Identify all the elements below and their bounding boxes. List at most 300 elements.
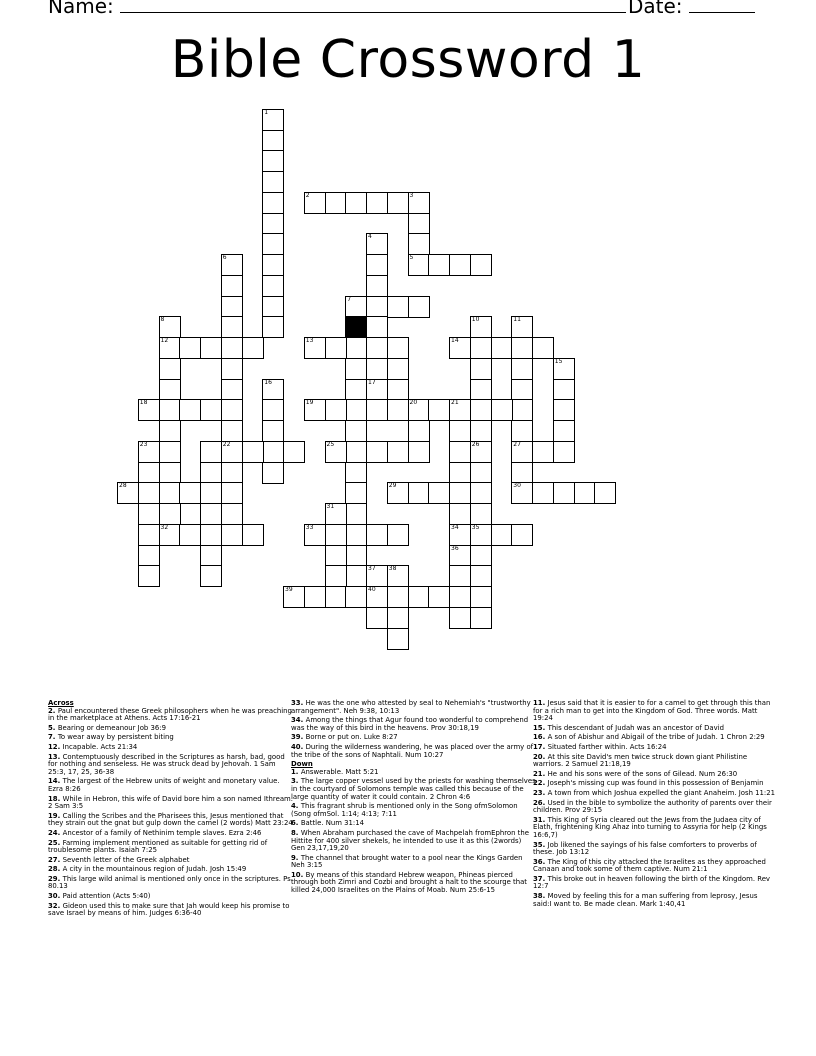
grid-cell[interactable]: [532, 441, 554, 463]
grid-cell[interactable]: [491, 337, 513, 359]
grid-cell[interactable]: [138, 503, 160, 525]
grid-cell[interactable]: [449, 565, 471, 587]
clue: [533, 725, 778, 733]
clue-number-label: 26.: [533, 798, 548, 807]
grid-cell[interactable]: [387, 482, 409, 504]
grid-cell[interactable]: [262, 130, 284, 152]
across-clue-list: [48, 708, 293, 918]
grid-cell[interactable]: [325, 503, 347, 525]
grid-cell[interactable]: [511, 399, 533, 421]
clue-number: 22: [222, 440, 231, 448]
clue-number-label: 31.: [533, 815, 548, 824]
grid-cell[interactable]: [449, 441, 471, 463]
grid-cell[interactable]: [262, 171, 284, 193]
grid-cell[interactable]: [179, 337, 201, 359]
clue-number: 38: [388, 565, 397, 573]
grid-cell[interactable]: [345, 524, 367, 546]
grid-cell[interactable]: [387, 379, 409, 401]
grid-cell[interactable]: [366, 607, 388, 629]
grid-cell[interactable]: [366, 233, 388, 255]
grid-cell[interactable]: [470, 545, 492, 567]
clue-text: While in Hebron, this wife of David bore him a son named Ithream. 2 Sam 3:5: [48, 794, 293, 811]
grid-cell[interactable]: [138, 441, 160, 463]
clue-number: 40: [368, 586, 376, 593]
grid-cell[interactable]: [408, 213, 430, 235]
grid-cell[interactable]: [387, 628, 409, 650]
grid-cell[interactable]: [200, 565, 222, 587]
grid-cell[interactable]: [553, 358, 575, 380]
clue-number: 33: [305, 523, 314, 531]
grid-cell[interactable]: [242, 337, 264, 359]
grid-cell[interactable]: [262, 192, 284, 214]
clue-text: Paid attention (Acts 5:40): [62, 892, 151, 901]
clue: [533, 876, 778, 891]
grid-cell[interactable]: [221, 379, 243, 401]
clue-number: 27: [513, 440, 521, 448]
grid-cell[interactable]: [159, 399, 181, 421]
grid-cell[interactable]: [511, 482, 533, 504]
grid-cell[interactable]: [470, 316, 492, 338]
grid-cell[interactable]: [449, 503, 471, 525]
grid-cell[interactable]: [470, 462, 492, 484]
clue: [533, 790, 778, 798]
grid-cell[interactable]: [221, 296, 243, 318]
grid-cell[interactable]: [449, 524, 471, 546]
clue-number-label: 39.: [291, 733, 306, 742]
grid-cell[interactable]: [325, 586, 347, 608]
clue-number-label: 10.: [291, 870, 306, 879]
clue-number: 10: [471, 316, 480, 324]
grid-cell[interactable]: [117, 482, 139, 504]
grid-cell[interactable]: [408, 399, 430, 421]
clue-number: 29: [388, 482, 397, 490]
grid-cell[interactable]: [159, 337, 181, 359]
clue-text: To wear away by persistent biting: [57, 733, 174, 742]
grid-cell[interactable]: [366, 441, 388, 463]
grid-cell[interactable]: [200, 462, 222, 484]
grid-cell[interactable]: [553, 379, 575, 401]
clue-number: 21: [451, 399, 459, 407]
clue-number-label: 23.: [533, 788, 548, 797]
grid-cell[interactable]: [387, 524, 409, 546]
grid-cell[interactable]: [387, 192, 409, 214]
clue-number: 9: [347, 316, 352, 324]
clue: [533, 744, 778, 752]
grid-cell[interactable]: [491, 524, 513, 546]
clue: [291, 872, 536, 895]
grid-cell[interactable]: [345, 358, 367, 380]
down-heading: Down: [291, 760, 313, 769]
grid-cell[interactable]: [553, 441, 575, 463]
clue-text: He was the one who attested by seal to Nehemiah's "trustworthy arrangement". Neh 9:38, 10:13: [291, 699, 531, 715]
grid-cell[interactable]: [449, 545, 471, 567]
grid-cell[interactable]: [491, 399, 513, 421]
grid-cell[interactable]: [200, 337, 222, 359]
clue-number-label: 14.: [48, 777, 63, 786]
clue-number-label: 12.: [48, 742, 63, 751]
clue-text: Farming implement mentioned as suitable for getting rid of troublesome plants. Isaiah 7:25: [48, 838, 268, 855]
grid-cell[interactable]: [511, 462, 533, 484]
grid-cell[interactable]: [262, 275, 284, 297]
clue-number: 6: [222, 254, 227, 261]
page-title: Bible Crossword 1: [170, 30, 646, 90]
clue: [533, 842, 778, 857]
clue: [291, 820, 536, 828]
grid-cell[interactable]: [470, 358, 492, 380]
clue-text: He and his sons were of the sons of Gilead. Num 26:30: [547, 769, 738, 778]
grid-cell[interactable]: [470, 586, 492, 608]
grid-cell[interactable]: [345, 379, 367, 401]
grid-cell[interactable]: [262, 420, 284, 442]
clue-number-label: 40.: [291, 742, 306, 751]
clue: [291, 830, 536, 853]
clue-number-label: 4.: [291, 802, 301, 811]
clues-column-2: [291, 700, 536, 897]
grid-cell[interactable]: [387, 441, 409, 463]
grid-cell[interactable]: [221, 420, 243, 442]
grid-cell[interactable]: [345, 192, 367, 214]
grid-cell[interactable]: [511, 316, 533, 338]
clue: [533, 800, 778, 815]
grid-cell[interactable]: [262, 316, 284, 338]
grid-cell[interactable]: [262, 213, 284, 235]
grid-cell[interactable]: [345, 503, 367, 525]
clue-text: This large wild animal is mentioned only once in the scriptures. Ps. 80.13: [48, 874, 293, 891]
clue: [533, 734, 778, 742]
grid-cell[interactable]: [387, 607, 409, 629]
grid-cell[interactable]: [470, 379, 492, 401]
clue-text: By means of this standard Hebrew weapon, Phineas pierced through both Zimri and Cozbi and brought a halt to the scourge that killed 24,000 Israelites on the Plains of Moab. Num 25:6-15: [291, 870, 527, 895]
clue: [48, 876, 293, 891]
grid-cell[interactable]: [408, 296, 430, 318]
clue: [291, 734, 536, 742]
clue-number-label: 19.: [48, 811, 63, 820]
grid-cell[interactable]: [345, 337, 367, 359]
grid-cell[interactable]: [470, 524, 492, 546]
grid-cell[interactable]: [366, 524, 388, 546]
clue-number: 28: [119, 482, 127, 490]
grid-cell[interactable]: [159, 316, 181, 338]
clue: [533, 771, 778, 779]
grid-cell[interactable]: [325, 545, 347, 567]
grid-cell[interactable]: [304, 337, 326, 359]
grid-cell[interactable]: [449, 420, 471, 442]
clue-text: Used in the bible to symbolize the authority of parents over their children. Prov 29:15: [533, 798, 772, 815]
clue-number: 36: [451, 544, 459, 552]
grid-cell[interactable]: [511, 379, 533, 401]
clue-number-label: 38.: [533, 892, 548, 901]
clue-number-label: 33.: [291, 699, 306, 707]
grid-cell[interactable]: [366, 254, 388, 276]
clue-text: Gideon used this to make sure that Jah would keep his promise to save Israel by means of him. Judges 6:36-40: [48, 901, 290, 918]
grid-cell[interactable]: [221, 503, 243, 525]
clue-number-label: 6.: [291, 819, 301, 828]
grid-cell[interactable]: [470, 482, 492, 504]
grid-cell[interactable]: [159, 462, 181, 484]
grid-cell[interactable]: [179, 399, 201, 421]
clue-number: 26: [471, 440, 480, 448]
grid-cell[interactable]: [387, 358, 409, 380]
grid-cell[interactable]: [366, 399, 388, 421]
grid-cell[interactable]: [511, 420, 533, 442]
grid-cell[interactable]: [325, 441, 347, 463]
grid-cell[interactable]: [304, 192, 326, 214]
clue: [291, 700, 536, 715]
grid-cell[interactable]: [325, 337, 347, 359]
grid-cell[interactable]: [138, 399, 160, 421]
clue-number: 14: [451, 337, 459, 344]
grid-cell[interactable]: [449, 462, 471, 484]
grid-cell[interactable]: [262, 441, 284, 463]
grid-cell[interactable]: [345, 296, 367, 318]
grid-cell[interactable]: [200, 503, 222, 525]
grid-cell[interactable]: [366, 275, 388, 297]
clue-text: The large copper vessel used by the priests for washing themselves in the courtyard of Solomons temple was called this because of the large quantity of water it could contain. 2 Chron 4:6: [291, 777, 536, 801]
clue-number-label: 24.: [48, 828, 63, 837]
grid-cell[interactable]: [325, 192, 347, 214]
grid-cell[interactable]: [408, 586, 430, 608]
clue: [48, 857, 293, 865]
grid-cell[interactable]: [345, 545, 367, 567]
grid-cell[interactable]: [221, 316, 243, 338]
clue: [291, 744, 536, 759]
grid-cell[interactable]: [408, 192, 430, 214]
grid-cell[interactable]: [159, 441, 181, 463]
grid-cell[interactable]: [408, 420, 430, 442]
name-label: Name:: [48, 0, 114, 18]
grid-cell[interactable]: [366, 316, 388, 338]
grid-cell[interactable]: [221, 462, 243, 484]
clue-number: 16: [264, 378, 272, 386]
grid-cell[interactable]: [408, 254, 430, 276]
clue-text: Battle. Num 31:14: [300, 819, 364, 828]
clue-number-label: 22.: [533, 779, 548, 788]
grid-cell[interactable]: [366, 565, 388, 587]
grid-cell[interactable]: [553, 420, 575, 442]
grid-cell[interactable]: [594, 482, 616, 504]
grid-cell[interactable]: [449, 607, 471, 629]
grid-cell[interactable]: [553, 399, 575, 421]
grid-cell[interactable]: [428, 254, 450, 276]
clue-number-label: 21.: [533, 769, 548, 778]
grid-cell[interactable]: [470, 607, 492, 629]
grid-cell[interactable]: [159, 503, 181, 525]
clue: [48, 893, 293, 901]
clue-number: 34: [451, 523, 459, 531]
grid-cell[interactable]: [262, 109, 284, 131]
grid-cell[interactable]: [449, 254, 471, 276]
grid-cell[interactable]: [366, 192, 388, 214]
grid-cell[interactable]: [532, 482, 554, 504]
clue-number-label: 9.: [291, 853, 301, 862]
grid-cell[interactable]: [262, 254, 284, 276]
grid-cell[interactable]: [366, 379, 388, 401]
grid-cell[interactable]: [221, 482, 243, 504]
grid-cell[interactable]: [138, 545, 160, 567]
grid-cell[interactable]: [345, 462, 367, 484]
grid-cell[interactable]: [428, 586, 450, 608]
grid-cell[interactable]: [387, 337, 409, 359]
grid-cell[interactable]: [262, 296, 284, 318]
grid-cell[interactable]: [325, 524, 347, 546]
grid-cell[interactable]: [221, 358, 243, 380]
down-clue-list-cont: [533, 700, 778, 908]
clue-text: Joseph's missing cup was found in this possession of Benjamin: [547, 779, 764, 788]
clue: [48, 840, 293, 855]
grid-cell[interactable]: [283, 586, 305, 608]
clue: [533, 893, 778, 908]
clue-text: The King of this city attacked the Israelites as they approached Canaan and took some of them captive. Num 21:1: [533, 857, 766, 874]
grid-cell[interactable]: [366, 586, 388, 608]
grid-cell[interactable]: [200, 441, 222, 463]
clue-number-label: 17.: [533, 742, 548, 751]
grid-cell[interactable]: [304, 586, 326, 608]
clue-number-label: 29.: [48, 874, 63, 883]
grid-cell[interactable]: [304, 399, 326, 421]
grid-cell[interactable]: [262, 150, 284, 172]
grid-cell[interactable]: [159, 482, 181, 504]
grid-cell[interactable]: [408, 482, 430, 504]
grid-cell[interactable]: [242, 441, 264, 463]
clue: [48, 830, 293, 838]
grid-cell[interactable]: [428, 399, 450, 421]
clue-text: Calling the Scribes and the Pharisees this, Jesus mentioned that they strain out the gnat but gulp down the camel (2 words) Matt 23:24: [48, 811, 293, 828]
grid-cell[interactable]: [262, 399, 284, 421]
clue-number-label: 11.: [533, 699, 548, 707]
clue: [533, 817, 778, 840]
clue: [291, 717, 536, 732]
clue-number: 13: [305, 337, 314, 344]
grid-cell[interactable]: [262, 379, 284, 401]
grid-cell[interactable]: [138, 565, 160, 587]
grid-cell[interactable]: [159, 524, 181, 546]
grid-cell[interactable]: [470, 441, 492, 463]
grid-cell[interactable]: [179, 524, 201, 546]
grid-cell[interactable]: [470, 399, 492, 421]
grid-cell[interactable]: [200, 482, 222, 504]
grid-cell[interactable]: [532, 337, 554, 359]
grid-cell[interactable]: [242, 524, 264, 546]
clue-text: Moved by feeling this for a man suffering from leprosy, Jesus said:I want to. Be made clean. Mark 1:40,41: [533, 892, 758, 908]
grid-cell[interactable]: [470, 503, 492, 525]
clue: [533, 859, 778, 874]
grid-cell[interactable]: [387, 399, 409, 421]
clue-number: 30: [513, 482, 521, 490]
clue-text: This descendant of Judah was an ancestor of David: [547, 723, 725, 732]
clue-number-label: 30.: [48, 892, 63, 901]
grid-cell[interactable]: [511, 441, 533, 463]
grid-cell[interactable]: [387, 296, 409, 318]
grid-cell[interactable]: [511, 524, 533, 546]
clue-text: Borne or put on. Luke 8:27: [305, 733, 398, 742]
grid-cell[interactable]: [449, 482, 471, 504]
grid-cell[interactable]: [221, 524, 243, 546]
grid-cell[interactable]: [345, 565, 367, 587]
clue: [48, 744, 293, 752]
grid-cell[interactable]: [428, 482, 450, 504]
grid-cell[interactable]: [159, 379, 181, 401]
down-clue-list: [291, 769, 536, 895]
grid-cell[interactable]: [449, 586, 471, 608]
grid-cell[interactable]: [159, 358, 181, 380]
grid-cell[interactable]: [138, 462, 160, 484]
clue-number-label: 34.: [291, 716, 306, 725]
grid-cell[interactable]: [345, 441, 367, 463]
grid-cell[interactable]: [449, 337, 471, 359]
grid-cell[interactable]: [449, 399, 471, 421]
grid-cell[interactable]: [345, 586, 367, 608]
grid-cell[interactable]: [470, 254, 492, 276]
clue-number-label: 18.: [48, 794, 63, 803]
grid-cell[interactable]: [262, 462, 284, 484]
clue-number: 3: [409, 191, 414, 199]
grid-cell[interactable]: [283, 441, 305, 463]
grid-cell[interactable]: [200, 524, 222, 546]
clue-text: This broke out in heaven following the birth of the Kingdom. Rev 12:7: [533, 874, 771, 891]
clue-number-label: 27.: [48, 855, 63, 864]
clue-number: 31: [326, 503, 335, 510]
grid-cell[interactable]: [408, 233, 430, 255]
grid-cell[interactable]: [574, 482, 596, 504]
grid-cell[interactable]: [221, 337, 243, 359]
grid-cell[interactable]: [221, 254, 243, 276]
grid-cell[interactable]: [325, 565, 347, 587]
clue-number: 39: [285, 586, 293, 593]
grid-cell[interactable]: [511, 337, 533, 359]
clue-number: 7: [347, 295, 352, 303]
grid-cell[interactable]: [366, 296, 388, 318]
grid-cell[interactable]: [387, 565, 409, 587]
grid-cell[interactable]: [159, 420, 181, 442]
grid-cell[interactable]: [470, 420, 492, 442]
grid-cell[interactable]: [304, 524, 326, 546]
grid-cell[interactable]: [366, 337, 388, 359]
grid-cell[interactable]: [221, 275, 243, 297]
grid-cell[interactable]: [345, 399, 367, 421]
clue-text: The channel that brought water to a pool near the Kings Garden Neh 3:15: [291, 853, 523, 870]
grid-cell[interactable]: [200, 399, 222, 421]
grid-cell[interactable]: [221, 441, 243, 463]
black-square: [345, 316, 367, 338]
clues-column-1: [48, 700, 293, 920]
grid-cell[interactable]: [345, 482, 367, 504]
grid-cell[interactable]: [470, 565, 492, 587]
grid-cell[interactable]: [138, 482, 160, 504]
grid-cell[interactable]: [179, 482, 201, 504]
grid-cell[interactable]: [470, 337, 492, 359]
clue-text: A city in the mountainous region of Judah. Josh 15:49: [62, 865, 247, 874]
clue-number-label: 1.: [291, 767, 301, 776]
grid-cell[interactable]: [325, 399, 347, 421]
grid-cell[interactable]: [511, 358, 533, 380]
clue-text: This King of Syria cleared out the Jews from the Judaea city of Elath, frightening King Ahaz into turning to Assyria for help (2 Kings 16:6,7): [533, 815, 767, 839]
grid-cell[interactable]: [387, 586, 409, 608]
grid-cell[interactable]: [138, 524, 160, 546]
grid-cell[interactable]: [345, 420, 367, 442]
clue-number: 17: [368, 378, 376, 386]
grid-cell[interactable]: [221, 399, 243, 421]
grid-cell[interactable]: [366, 358, 388, 380]
grid-cell[interactable]: [408, 441, 430, 463]
grid-cell[interactable]: [553, 482, 575, 504]
grid-cell[interactable]: [262, 233, 284, 255]
grid-cell[interactable]: [200, 545, 222, 567]
clue-number: 1: [264, 108, 269, 116]
clue-number-label: 15.: [533, 723, 548, 732]
clue-number-label: 28.: [48, 865, 63, 874]
clue-number-label: 20.: [533, 752, 548, 761]
clue-text: When Abraham purchased the cave of Machpelah fromEphron the Hittite for 400 silver shekels, he intended to use it as this (2words) Gen 23,17,19,20: [291, 828, 529, 853]
